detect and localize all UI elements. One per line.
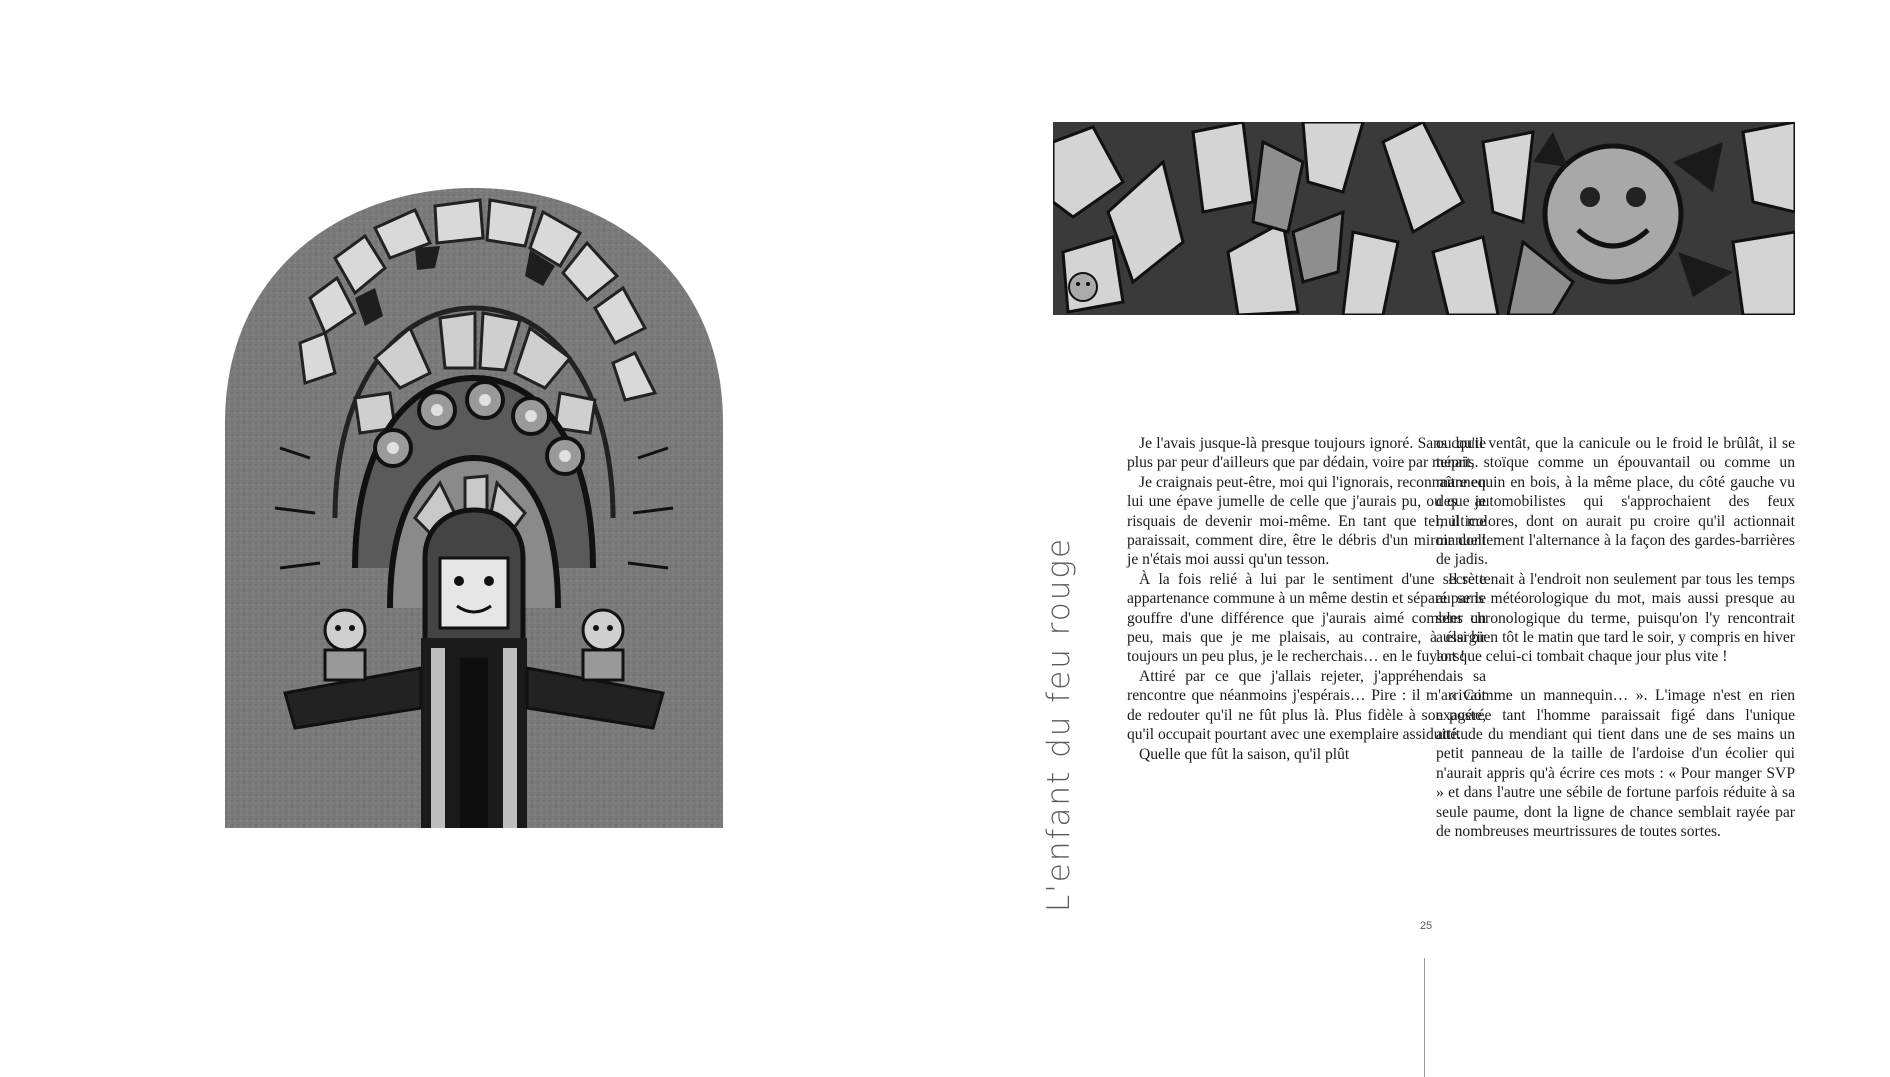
paragraph: Je l'avais jusque-là presque toujours ignoré. Sans doute plus par peur d'ailleurs que par dédain, voire par mépris. <box>1127 435 1486 472</box>
mosaic-sun-banner <box>1053 122 1795 315</box>
vertical-rule <box>1424 958 1425 1077</box>
paragraph: Il se tenait à l'endroit non seulement par tous les temps au sens météorologique du mot, mais aussi presque au sens chronologique du terme, puisqu'on l'y rencontrait aussi bien tôt le matin que tard le soir, y compris en hiver lorsque celui-ci tombait chaque jour plus vite ! <box>1436 570 1795 666</box>
paragraph: À la fois relié à lui par le sentiment d'une secrète appartenance commune à un même destin et séparé par le gouffre d'une différence que j'aurais aimé combler un peu, mais que je me plaisais, au contraire, à élargir toujours un peu plus, je le recherchais… en le fuyant ! <box>1127 570 1486 666</box>
paragraph: Je craignais peut-être, moi qui l'ignorais, reconnaître en lui une épave jumelle de celle que j'aurais pu, ou que je risquais de devenir moi-même. En tant que tel, il me paraissait, comment dire, être le débris d'un miroir dont je n'étais moi aussi qu'un tesson. <box>1127 473 1486 569</box>
paragraph: « Comme un mannequin… ». L'image n'est en rien exagérée tant l'homme paraissait figé dans l'unique attitude du mendiant qui tient dans une de ses mains un petit panneau de la taille de l'ardoise d'un écolier qui n'aurait appris qu'à écrire ces mots : « Pour manger SVP » et dans l'autre une sébile de fortune parfois réduite à sa seule paume, dont la ligne de chance semblait rayée par de nombreuses meurtrissures de toutes sortes. <box>1436 687 1795 841</box>
text-column-right <box>1436 434 1795 842</box>
chapter-title: L'enfant du feu rouge <box>1041 536 1077 912</box>
mosaic-arch-illustration <box>225 188 723 828</box>
text-column-left <box>1127 434 1486 764</box>
paragraph: ou qu'il ventât, que la canicule ou le froid le brûlât, il se tenait, stoïque comme un épouvantail ou comme un mannequin en bois, à la même place, du côté gauche vu des automobilistes qui s'approchaient des feux multicolores, dont on aurait pu croire qu'il actionnait manuellement l'alternance à la façon des gardes-barrières de jadis. <box>1436 435 1795 569</box>
paragraph: Attiré par ce que j'allais rejeter, j'appréhendais sa rencontre que néanmoins j'espérais… Pire : il m'arrivait de redouter qu'il ne fût plus là. Plus fidèle à son poste, qu'il occupait pourtant avec une exemplaire assiduité. <box>1127 667 1486 744</box>
paragraph: Quelle que fût la saison, qu'il plût <box>1139 745 1350 763</box>
page-number: 25 <box>1419 920 1433 932</box>
